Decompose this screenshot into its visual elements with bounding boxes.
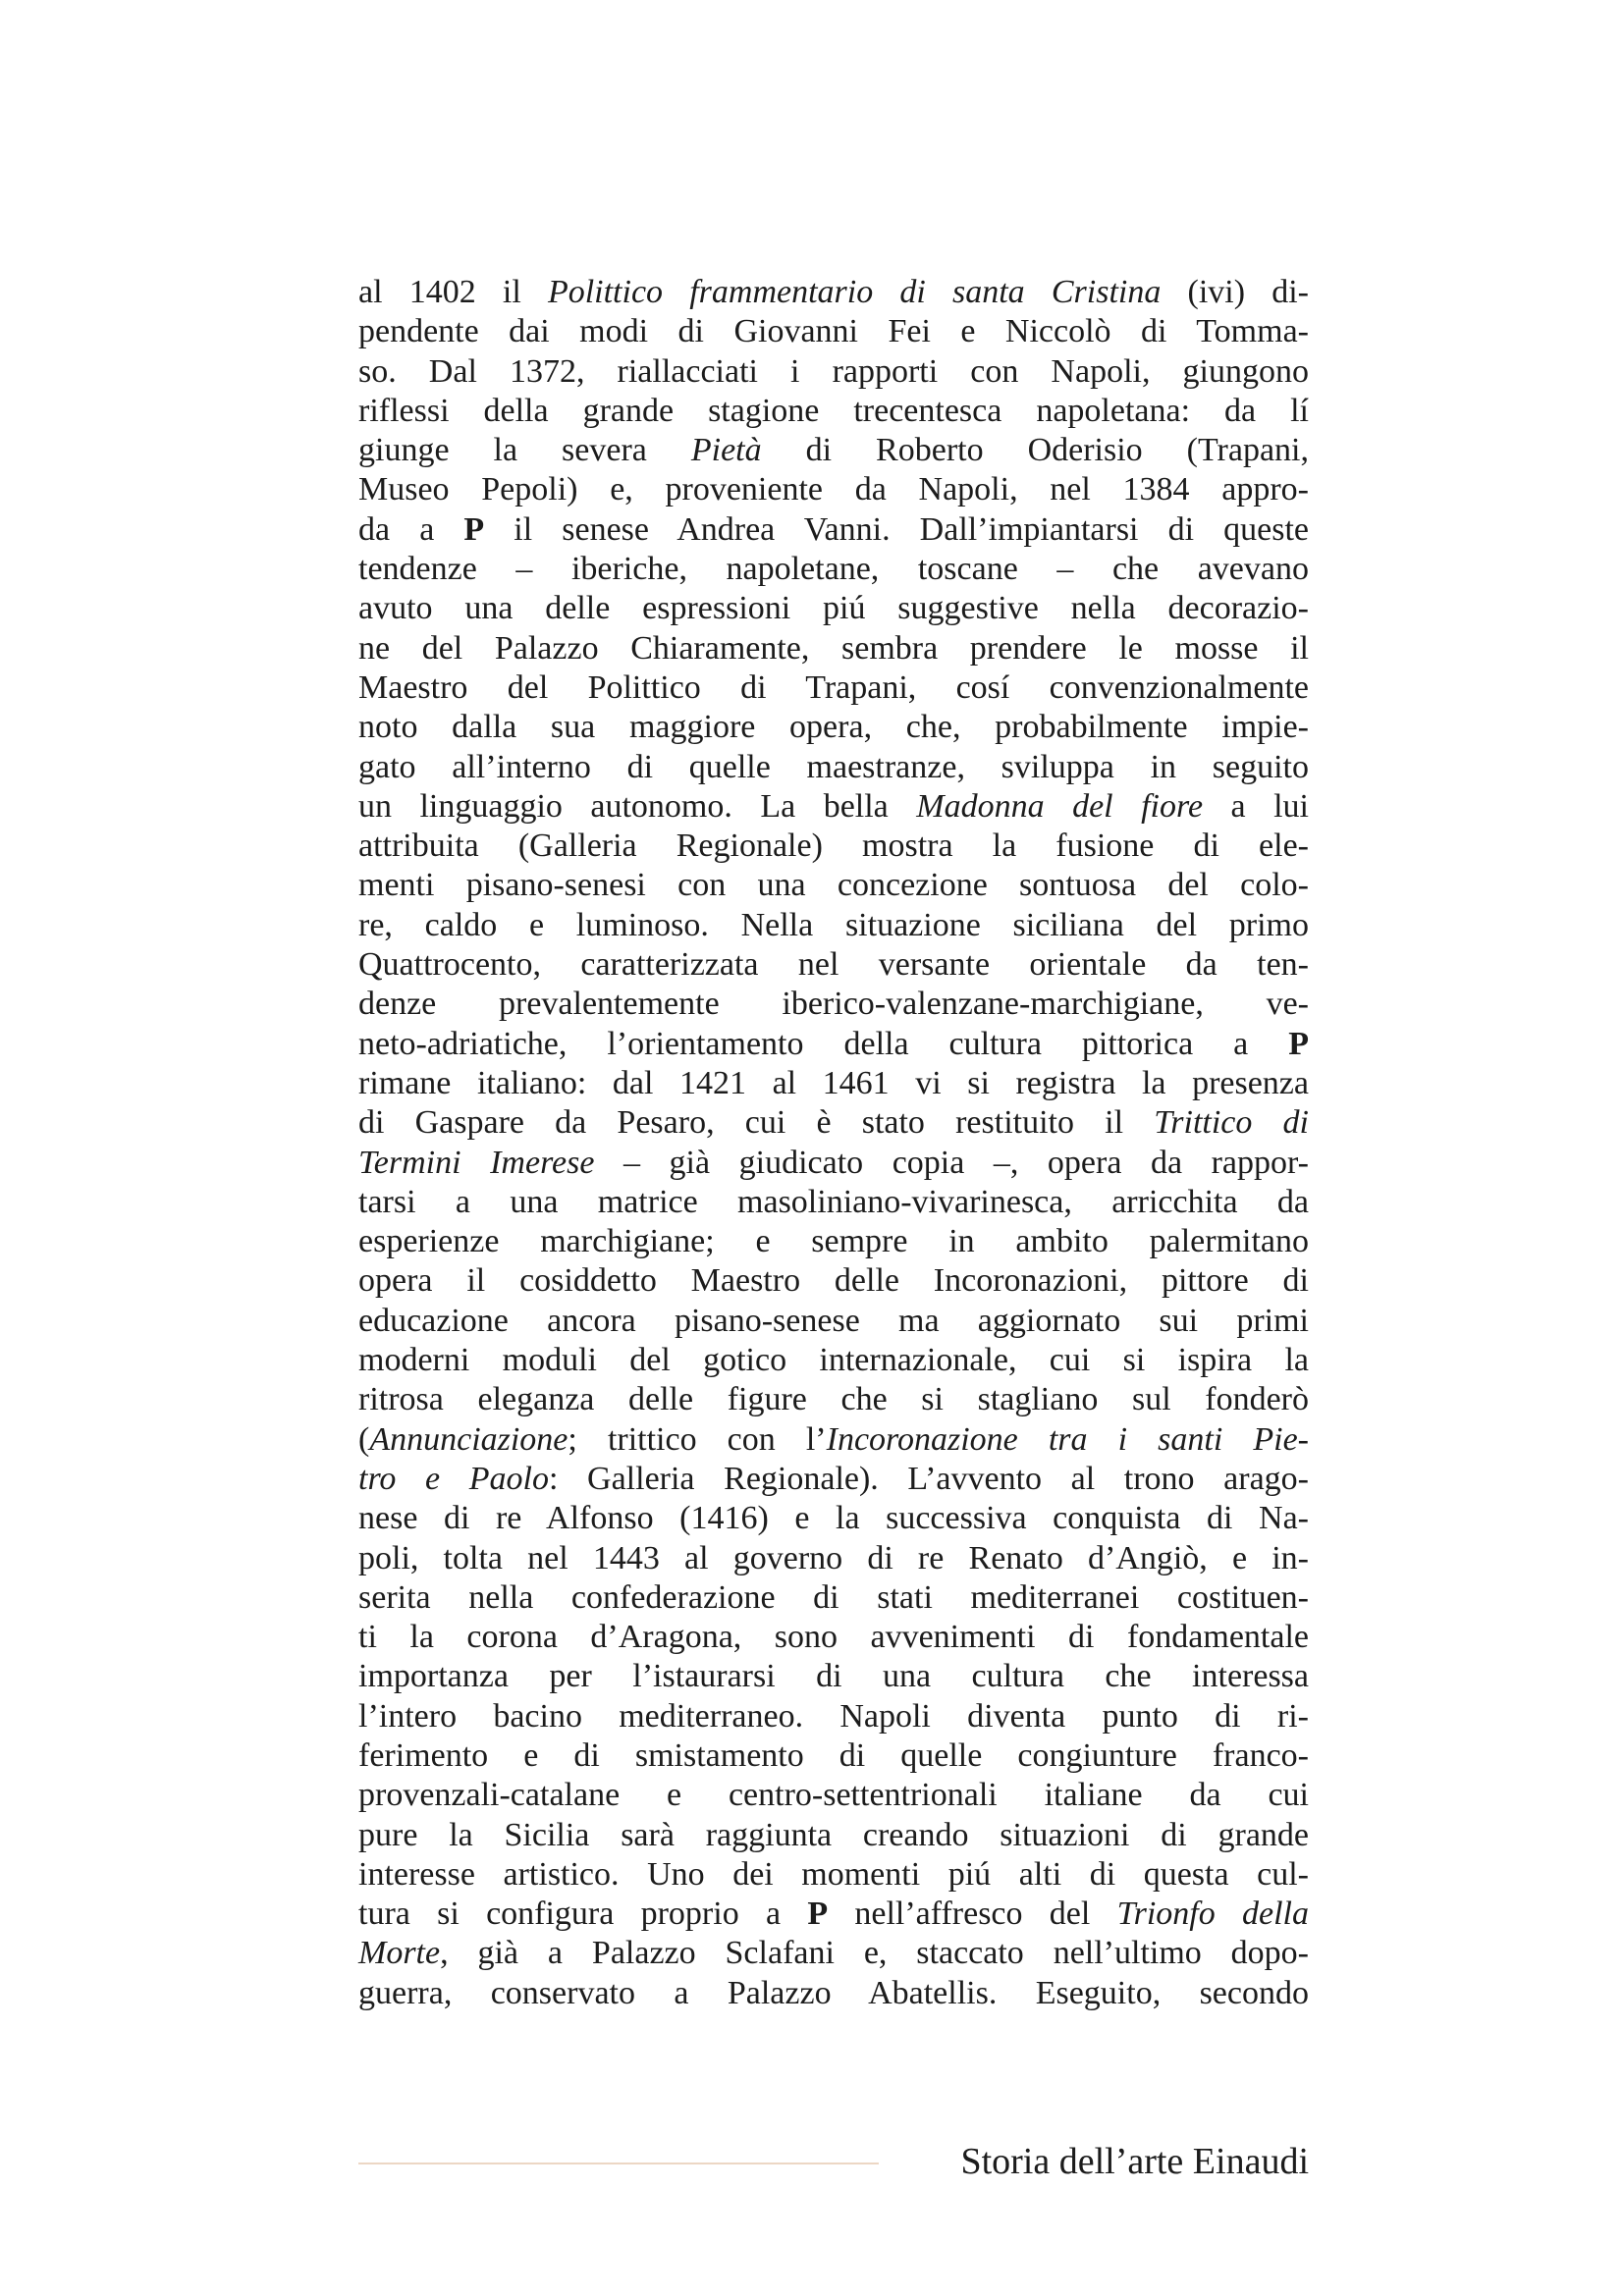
text-line	[358, 1420, 1309, 1460]
italic-title: Polittico frammentario di santa Cristina	[547, 274, 1162, 310]
text-run: tarsi a una matrice masoliniano-vivarinesca, arricchita da	[358, 1183, 1309, 1220]
text-run: ; trittico con l’	[568, 1420, 827, 1458]
text-line	[358, 1380, 1309, 1419]
text-run: Museo Pepoli) e, proveniente da Napoli, nel 1384 appro-	[358, 471, 1309, 508]
text-run: re, caldo e luminoso. Nella situazione siciliana del primo	[358, 906, 1309, 943]
text-run: di Roberto Oderisio (Trapani,	[761, 432, 1310, 469]
text-line	[358, 1302, 1309, 1341]
text-run: – già giudicato copia –, opera da rappor-	[594, 1144, 1309, 1181]
text-line	[358, 945, 1309, 985]
text-run: ne del Palazzo Chiaramente, sembra prendere le mosse il	[358, 629, 1309, 667]
text-line	[358, 352, 1309, 392]
bold-abbreviation: P	[463, 510, 485, 548]
text-run: giunge la severa	[358, 432, 691, 469]
text-run: denze prevalentemente iberico-valenzane-marchigiane, ve-	[358, 986, 1309, 1023]
text-line	[358, 1657, 1309, 1696]
text-line	[358, 1261, 1309, 1301]
text-line	[358, 787, 1309, 827]
text-run: neto-adriatiche, l’orientamento della cultura pittorica a	[358, 1025, 1289, 1062]
text-line	[358, 550, 1309, 589]
text-line	[358, 668, 1309, 708]
text-line	[358, 392, 1309, 431]
text-run: moderni moduli del gotico internazionale, cui si ispira la	[358, 1342, 1309, 1379]
text-run: tendenze – iberiche, napoletane, toscane – che avevano	[358, 551, 1309, 588]
text-run: rimane italiano: dal 1421 al 1461 vi si registra la presenza	[358, 1064, 1309, 1101]
text-run: menti pisano-senesi con una concezione sontuosa del colo-	[358, 867, 1309, 904]
text-line	[358, 708, 1309, 747]
text-run: importanza per l’istaurarsi di una cultura che interessa	[358, 1658, 1309, 1695]
text-line	[358, 1144, 1309, 1183]
text-run: Maestro del Polittico di Trapani, cosí convenzionalmente	[358, 668, 1309, 706]
text-run: serita nella confederazione di stati mediterranei costituen-	[358, 1578, 1309, 1616]
text-line	[358, 1697, 1309, 1736]
bold-abbreviation: P	[807, 1896, 829, 1933]
text-run: ti la corona d’Aragona, sono avvenimenti di fondamentale	[358, 1619, 1309, 1656]
text-line	[358, 431, 1309, 470]
text-run: (	[358, 1420, 370, 1458]
text-run: poli, tolta nel 1443 al governo di re Renato d’Angiò, e in-	[358, 1539, 1309, 1576]
footer-title: Storia dell’arte Einaudi	[960, 2141, 1309, 2182]
text-line	[358, 470, 1309, 509]
text-line	[358, 273, 1309, 312]
italic-title: Trittico di	[1154, 1104, 1309, 1142]
bold-abbreviation: P	[1288, 1025, 1309, 1062]
italic-title: Annunciazione	[369, 1420, 568, 1458]
text-run: guerra, conservato a Palazzo Abatellis. Eseguito, secondo	[358, 1974, 1309, 2011]
text-run: opera il cosiddetto Maestro delle Incoronazioni, pittore di	[358, 1262, 1309, 1300]
text-run: da a	[358, 510, 464, 548]
text-line	[358, 1183, 1309, 1222]
italic-title: Trionfo della	[1116, 1896, 1309, 1933]
text-line	[358, 866, 1309, 905]
text-line	[358, 1578, 1309, 1618]
text-line	[358, 1974, 1309, 2013]
text-run: educazione ancora pisano-senese ma aggiornato sui primi	[358, 1302, 1309, 1339]
text-run: : Galleria Regionale). L’avvento al trono arago-	[548, 1460, 1309, 1497]
text-line	[358, 1341, 1309, 1380]
italic-title: Madonna del fiore	[916, 787, 1204, 825]
text-run: nell’affresco del	[828, 1896, 1117, 1933]
text-line	[358, 589, 1309, 628]
italic-title: Morte	[358, 1935, 441, 1972]
text-line	[358, 1103, 1309, 1143]
body-text	[358, 273, 1309, 2013]
text-line	[358, 1934, 1309, 1973]
text-run: Quattrocento, caratterizzata nel versante orientale da ten-	[358, 946, 1309, 984]
text-run: interesse artistico. Uno dei momenti piú alti di questa cul-	[358, 1855, 1309, 1893]
text-run: l’intero bacino mediterraneo. Napoli diventa punto di ri-	[358, 1697, 1309, 1735]
text-line	[358, 1816, 1309, 1855]
text-run: ritrosa eleganza delle figure che si stagliano sul fonderò	[358, 1381, 1309, 1418]
text-line	[358, 1776, 1309, 1815]
text-run: al 1402 il	[358, 274, 548, 310]
text-line	[358, 906, 1309, 945]
text-line	[358, 510, 1309, 550]
text-run: di Gaspare da Pesaro, cui è stato restituito il	[358, 1104, 1155, 1142]
text-line	[358, 1736, 1309, 1776]
text-run: pendente dai modi di Giovanni Fei e Niccolò di Tomma-	[358, 313, 1309, 350]
text-line	[358, 1895, 1309, 1934]
text-run: , già a Palazzo Sclafani e, staccato nell’ultimo dopo-	[440, 1935, 1309, 1972]
text-run: esperienze marchigiane; e sempre in ambito palermitano	[358, 1223, 1309, 1260]
text-run: gato all’interno di quelle maestranze, sviluppa in seguito	[358, 748, 1309, 785]
text-line	[358, 985, 1309, 1024]
text-run: un linguaggio autonomo. La bella	[358, 787, 917, 825]
text-run: avuto una delle espressioni piú suggestive nella decorazio-	[358, 590, 1309, 627]
text-line	[358, 1064, 1309, 1103]
footer-rule	[358, 2163, 879, 2164]
italic-title: Incoronazione tra i santi Pie-	[826, 1420, 1310, 1458]
text-run: ferimento e di smistamento di quelle congiunture franco-	[358, 1736, 1309, 1774]
text-run: pure la Sicilia sarà raggiunta creando situazioni di grande	[358, 1816, 1309, 1853]
text-run: noto dalla sua maggiore opera, che, probabilmente impie-	[358, 709, 1309, 746]
italic-title: Pietà	[690, 432, 762, 469]
text-line	[358, 1618, 1309, 1657]
italic-title: tro e Paolo	[358, 1460, 549, 1497]
text-run: provenzali-catalane e centro-settentrionali italiane da cui	[358, 1777, 1309, 1814]
text-run: nese di re Alfonso (1416) e la successiva conquista di Na-	[358, 1500, 1309, 1537]
text-run: riflessi della grande stagione trecentesca napoletana: da lí	[358, 392, 1309, 429]
text-line	[358, 1222, 1309, 1261]
text-line	[358, 1025, 1309, 1064]
text-run: il senese Andrea Vanni. Dall’impiantarsi di queste	[484, 510, 1310, 548]
text-line	[358, 1499, 1309, 1538]
text-line	[358, 1855, 1309, 1895]
text-line	[358, 748, 1309, 787]
text-run: attribuita (Galleria Regionale) mostra la fusione di ele-	[358, 828, 1309, 865]
text-run: so. Dal 1372, riallacciati i rapporti con Napoli, giungono	[358, 352, 1309, 390]
text-run: (ivi) di-	[1161, 274, 1309, 310]
text-run: a lui	[1203, 787, 1309, 825]
text-line	[358, 1539, 1309, 1578]
text-line	[358, 312, 1309, 351]
text-run: tura si configura proprio a	[358, 1896, 808, 1933]
text-line	[358, 827, 1309, 866]
text-line	[358, 629, 1309, 668]
italic-title: Termini Imerese	[358, 1144, 595, 1181]
text-line	[358, 1460, 1309, 1499]
